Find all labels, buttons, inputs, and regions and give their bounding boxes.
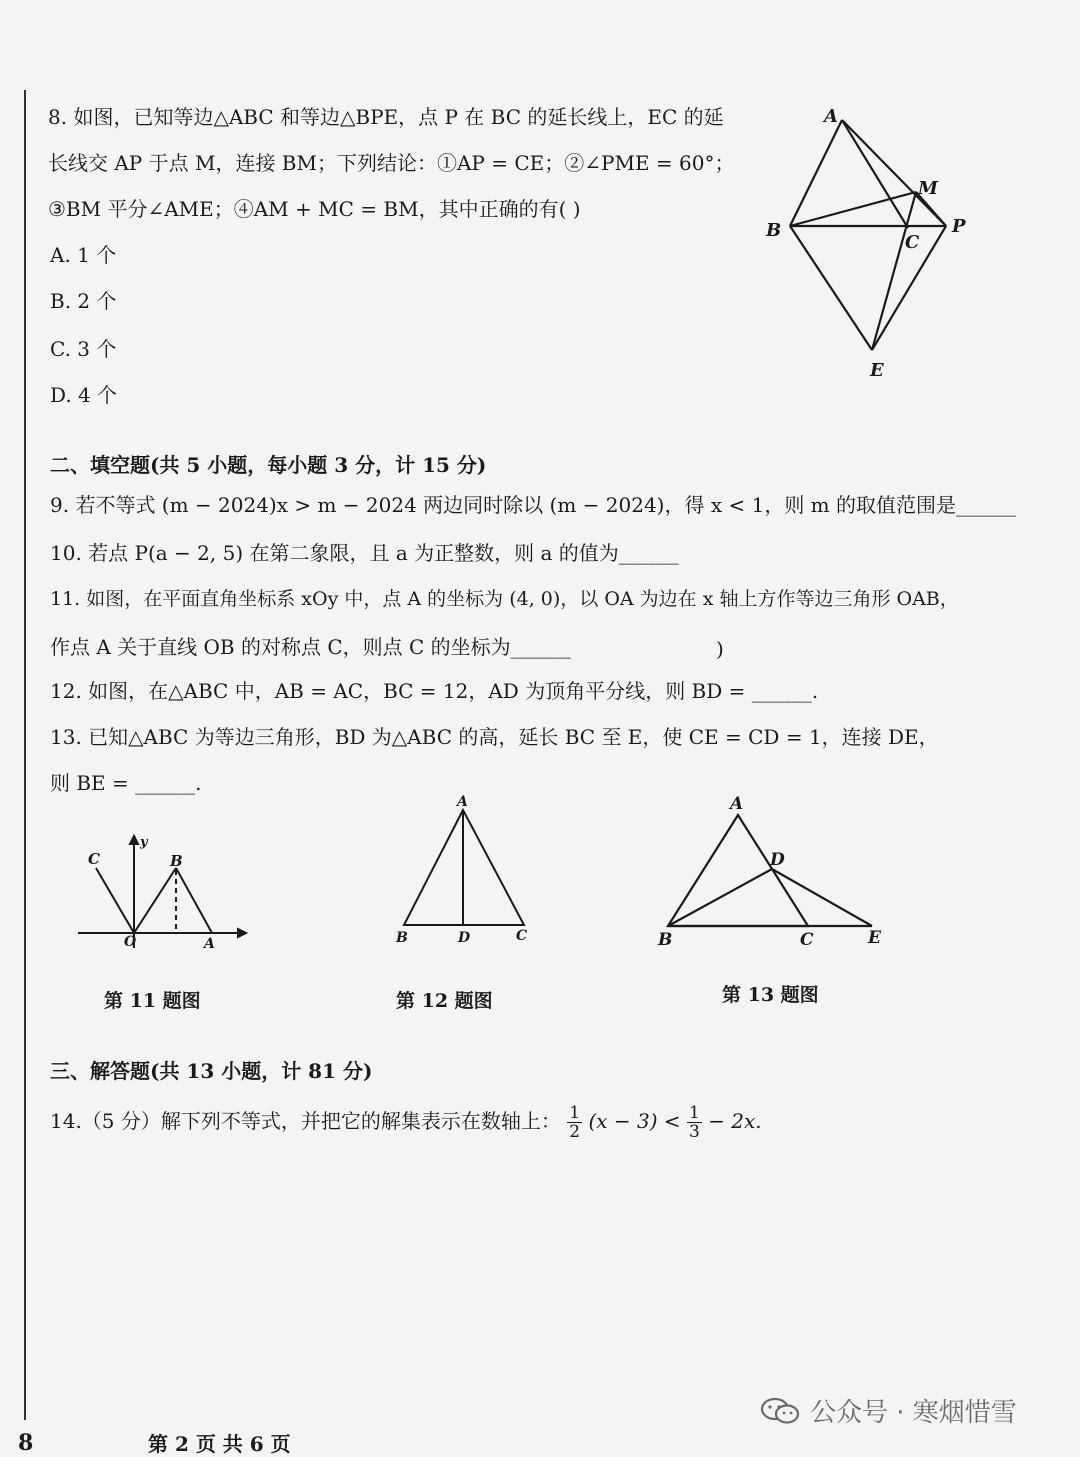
- fig13-label-e: E: [868, 928, 881, 948]
- fig13: [650, 785, 900, 955]
- q8-option-b: B. 2 个: [50, 289, 117, 313]
- fig11-label-y: y: [140, 835, 148, 850]
- binding-margin-line: [24, 90, 26, 1420]
- q12-text: 12. 如图，在△ABC 中，AB = AC，BC = 12，AD 为顶角平分线，则 BD = ______.: [50, 679, 819, 703]
- q8-figure: [750, 100, 990, 390]
- q8-seg-em: [872, 192, 916, 350]
- fig13-caption: 第 13 题图: [722, 984, 819, 1006]
- fig13-seg-de: [772, 869, 872, 926]
- fig13-label-b: B: [658, 930, 673, 950]
- fig12-caption: 第 12 题图: [396, 990, 493, 1012]
- q8-seg-be: [790, 226, 872, 350]
- q14-fraction-half: [567, 1104, 582, 1141]
- q8-label-b: B: [766, 220, 782, 241]
- q14-frac2-num: 1: [689, 1103, 700, 1123]
- fig12-label-b: B: [396, 930, 408, 946]
- q9-text: 9. 若不等式 (m − 2024)x > m − 2024 两边同时除以 (m − 2024)，得 x < 1，则 m 的取值范围是______: [50, 493, 1016, 517]
- fig11-label-a: A: [204, 936, 215, 952]
- q11-line2: 作点 A 关于直线 OB 的对称点 C，则点 C 的坐标为______: [50, 635, 571, 659]
- watermark-text: 公众号 · 寒烟惜雪: [810, 1398, 1017, 1428]
- q8-label-c: C: [905, 232, 920, 253]
- fig11-seg-ba: [176, 868, 212, 933]
- q8-seg-ap: [842, 120, 946, 226]
- fig11-label-o: O: [124, 934, 137, 950]
- fig11-seg-ob: [134, 868, 176, 933]
- q14-frac2-den: 3: [689, 1122, 700, 1142]
- q8-line3: ③BM 平分∠AME；④AM + MC = BM，其中正确的有( ): [48, 197, 581, 221]
- q8-label-a: A: [824, 106, 838, 127]
- page-corner-mark: 8: [18, 1430, 34, 1456]
- q8-label-p: P: [952, 216, 966, 237]
- q8-line2: 长线交 AP 于点 M，连接 BM；下列结论：①AP = CE；②∠PME = 60°；: [48, 151, 735, 175]
- q14-line: [50, 1104, 762, 1141]
- fig13-label-a: A: [730, 794, 744, 814]
- q8-seg-ac: [842, 120, 908, 228]
- fig12-label-a: A: [457, 794, 468, 810]
- q13-line2: 则 BE = ______.: [50, 771, 202, 795]
- q8-label-e: E: [870, 360, 884, 381]
- q8-option-c: C. 3 个: [50, 337, 117, 361]
- fig13-triangle: [668, 815, 808, 926]
- q8-label-m: M: [918, 178, 938, 199]
- fig13-seg-bd: [668, 869, 772, 926]
- q11-line1: 11. 如图，在平面直角坐标系 xOy 中，点 A 的坐标为 (4, 0)，以 OA 为边在 x 轴上方作等边三角形 OAB，: [50, 588, 959, 610]
- fig13-label-d: D: [770, 850, 785, 870]
- watermark: [760, 1392, 1017, 1429]
- fig12-label-c: C: [516, 928, 528, 944]
- fig11-x-arrow: [238, 929, 246, 937]
- fig12: [388, 790, 538, 950]
- q14-mid: (x − 3) <: [588, 1109, 681, 1133]
- fig11-caption: 第 11 题图: [104, 990, 201, 1012]
- section3-title: 三、解答题(共 13 小题，计 81 分): [50, 1059, 373, 1083]
- fig11-seg-oc: [96, 868, 134, 933]
- fig11-label-b: B: [170, 852, 183, 870]
- page-number: 第 2 页 共 6 页: [148, 1432, 291, 1456]
- q8-option-d: D. 4 个: [50, 383, 118, 407]
- section2-title: 二、填空题(共 5 小题，每小题 3 分，计 15 分): [50, 453, 487, 477]
- q14-fraction-third: [687, 1104, 702, 1141]
- q8-line1: 8. 如图，已知等边△ABC 和等边△BPE，点 P 在 BC 的延长线上，EC 的延: [48, 105, 724, 129]
- fig11: [70, 830, 250, 960]
- q14-frac1-num: 1: [569, 1103, 581, 1123]
- q13-line1: 13. 已知△ABC 为等边三角形，BD 为△ABC 的高，延长 BC 至 E，使 CE = CD = 1，连接 DE，: [50, 725, 939, 749]
- fig11-y-arrow: [130, 836, 138, 844]
- q8-seg-ab: [790, 120, 842, 226]
- wechat-icon: [760, 1396, 800, 1426]
- q8-option-a: A. 1 个: [50, 243, 117, 267]
- q10-text: 10. 若点 P(a − 2, 5) 在第二象限，且 a 为正整数，则 a 的值为______: [50, 541, 679, 565]
- fig11-label-c: C: [88, 850, 100, 868]
- fig12-label-d: D: [458, 930, 471, 946]
- q14-suffix: − 2x.: [708, 1109, 762, 1133]
- q14-frac1-den: 2: [569, 1122, 581, 1142]
- q11-stray-mark: ): [716, 637, 724, 661]
- q14-prefix: 14.（5 分）解下列不等式，并把它的解集表示在数轴上：: [50, 1109, 561, 1133]
- fig13-label-c: C: [800, 930, 814, 950]
